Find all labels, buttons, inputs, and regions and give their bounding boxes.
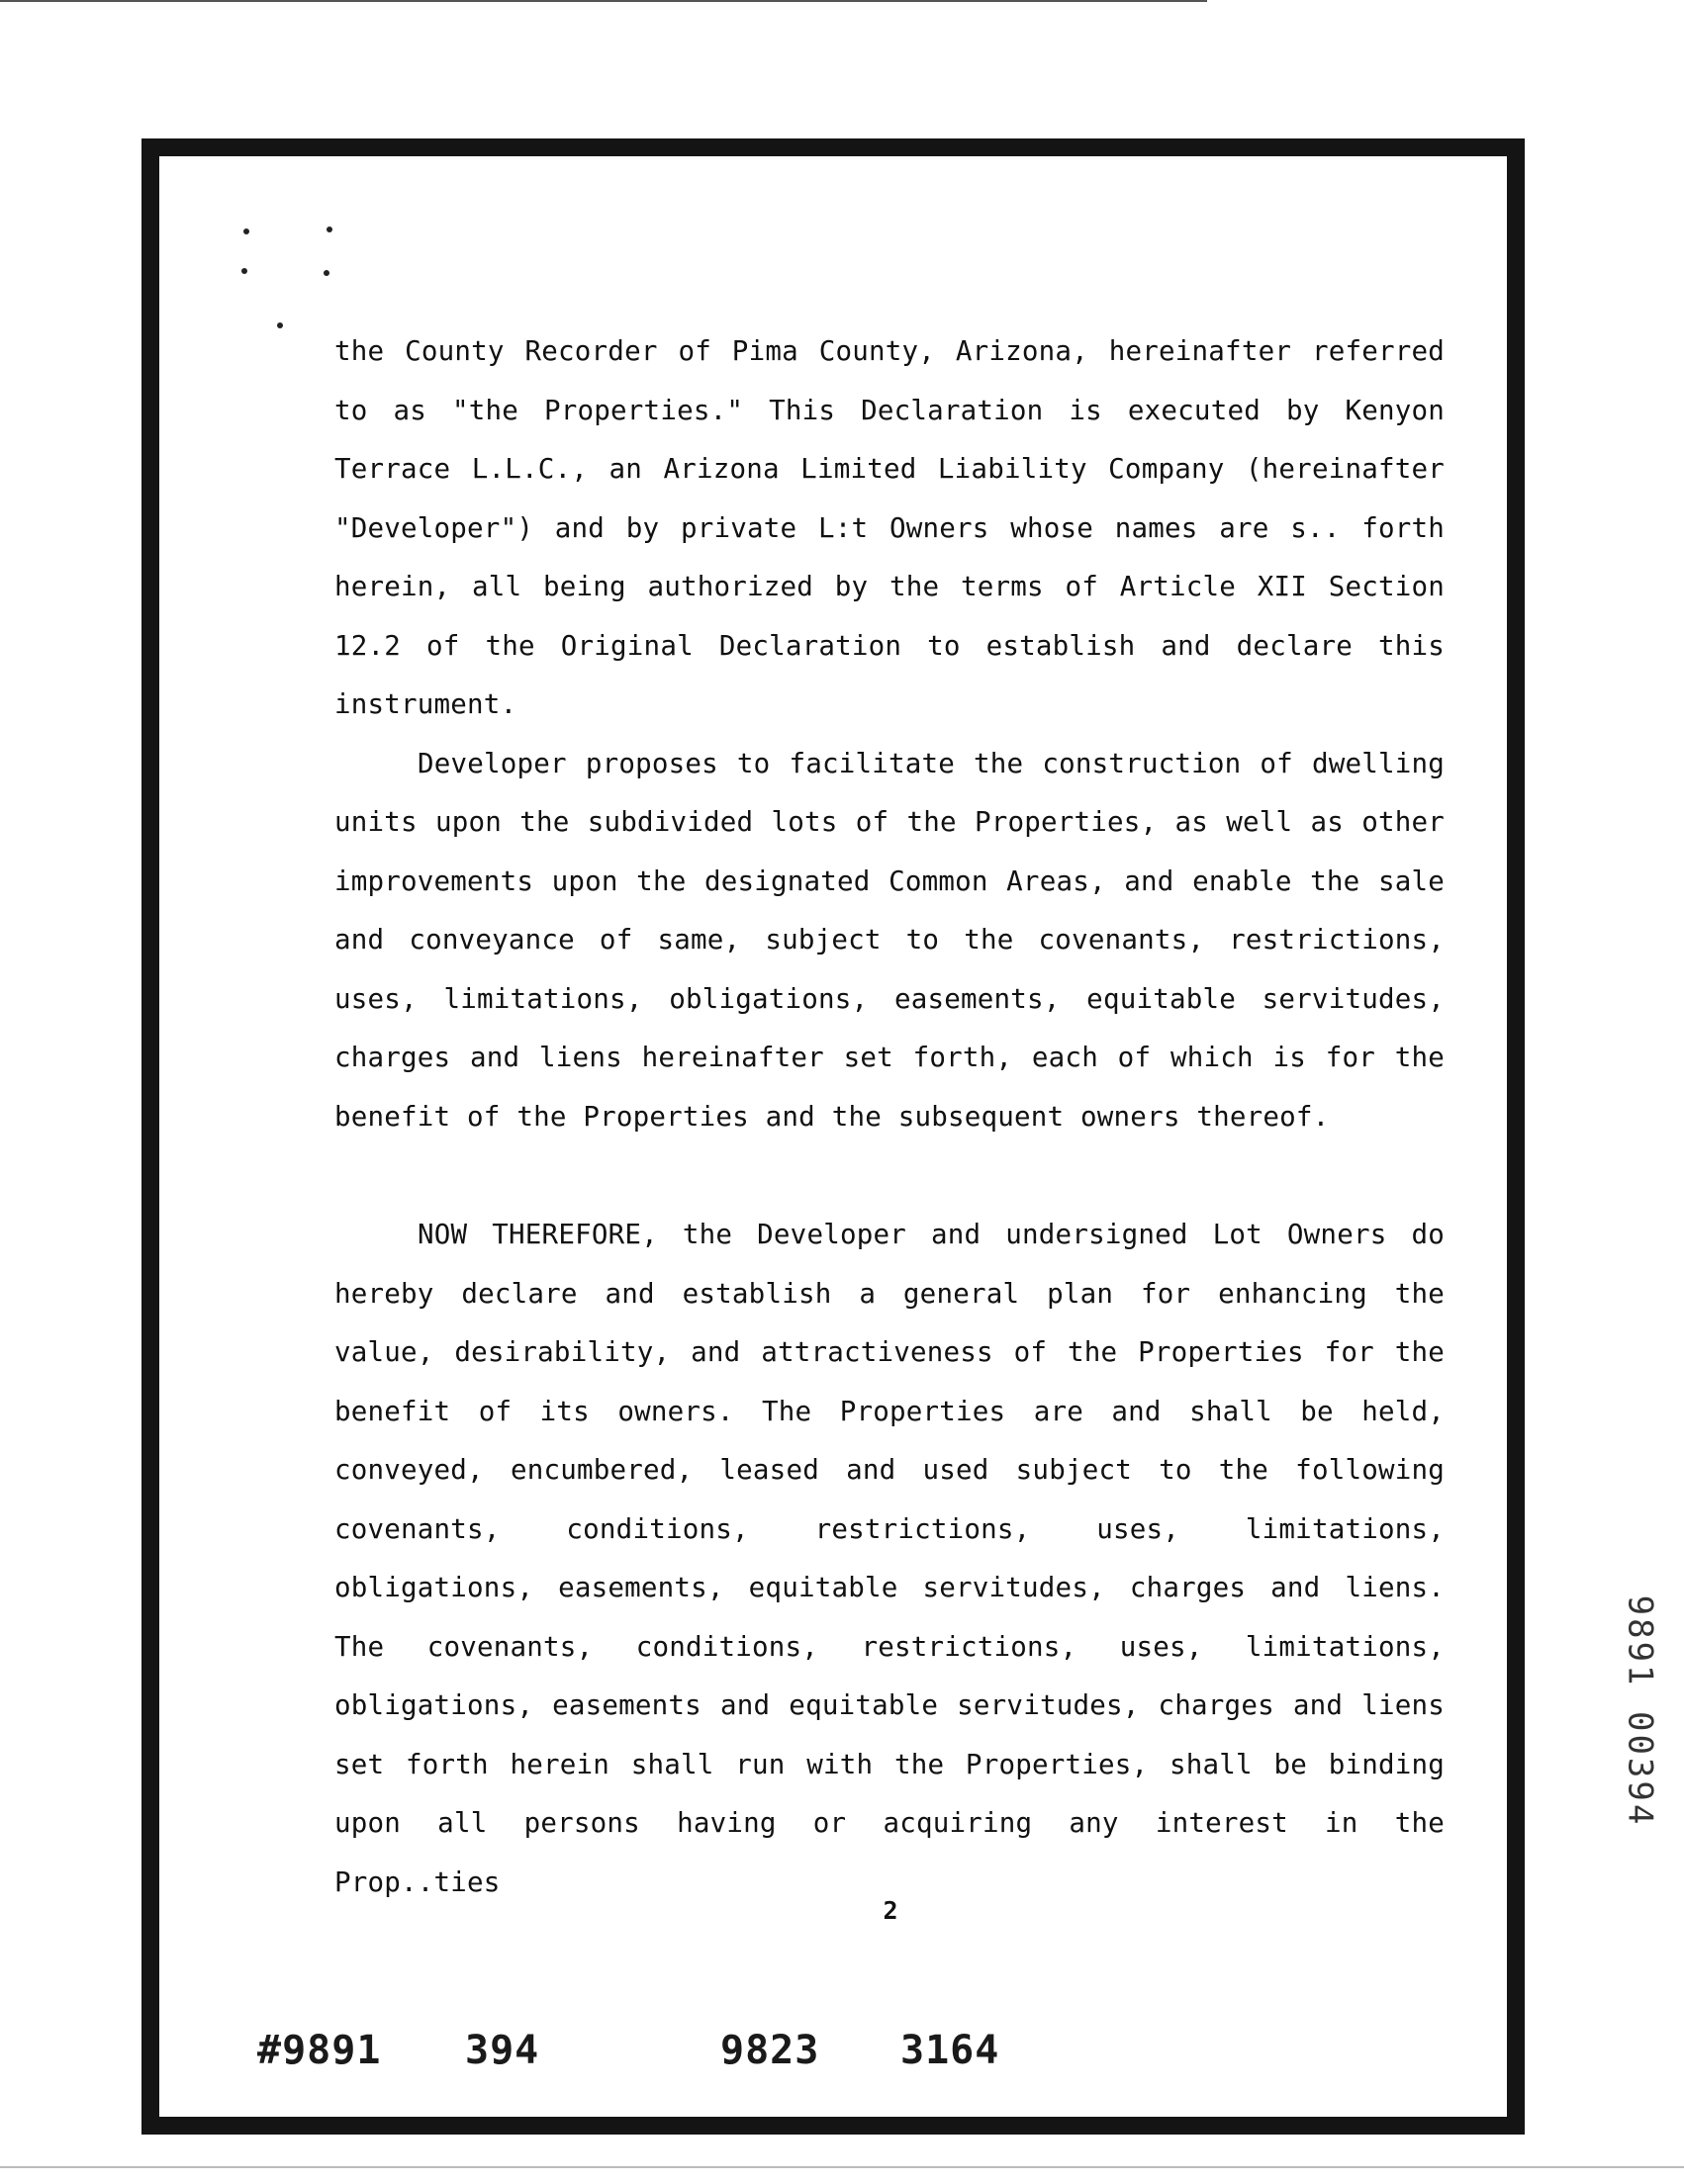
paragraph-now-therefore: NOW THEREFORE, the Developer and undersigned Lot Owners do hereby declare and establish a general plan for enhancing the value, desirability, and attractiveness of the Properties for the benefit of its owners. The Properties are and shall be held, conveyed, encumbered, leased and used subject to the following covenants, conditions, restrictions, uses, limitations, obligations, easements, equitable servitudes, charges and liens. The covenants, conditions, restrictions, uses, limitations, obligations, easements and equitable servitudes, charges and liens set forth herein shall run with the Properties, shall be binding upon all persons having or acquiring any interest in the Prop..ties [334, 1219, 1445, 1898]
scan-edge-bottom [0, 2166, 1684, 2168]
scan-speck [327, 227, 332, 232]
paragraph-developer-purpose: Developer proposes to facilitate the construction of dwelling units upon the subdivided lots of the Properties, as well as other improvements upon the designated Common Areas, and enable the sale and conveyance of same, subject to the covenants, restrictions, uses, limitations, obligations, easements, equitable servitudes, charges and liens hereinafter set forth, each of which is for the benefit of the Properties and the subsequent owners thereof. [334, 747, 1445, 1133]
scan-edge-top [0, 0, 1207, 2]
recording-number-page: 394 [465, 2028, 540, 2073]
paragraph-properties-definition: the County Recorder of Pima County, Arizona, hereinafter referred to as "the Properties." This Declaration is executed by Kenyon Terrace L.L.C., an Arizona Limited Liability Company (hereinafter "Developer") and by private L:t Owners whose names are s.. forth herein, all being authorized by the terms of Article XII Section 12.2 of the Original Declaration to establish and declare this instrument. [334, 335, 1445, 720]
document-body [334, 322, 1445, 1912]
recording-number-docket: #9891 [257, 2028, 382, 2073]
scan-speck [324, 270, 329, 276]
scan-speck [243, 228, 249, 234]
side-recording-stamp: 9891 00394 [1620, 1594, 1660, 1828]
recording-number-sequence: 3164 [900, 2028, 1000, 2073]
scan-speck [277, 322, 283, 328]
scan-speck [241, 268, 247, 274]
paragraph-spacer [334, 1146, 1445, 1206]
recording-number-fee: 9823 [720, 2028, 820, 2073]
recording-numbers [257, 2028, 1029, 2083]
page-number: 2 [883, 1896, 898, 1925]
